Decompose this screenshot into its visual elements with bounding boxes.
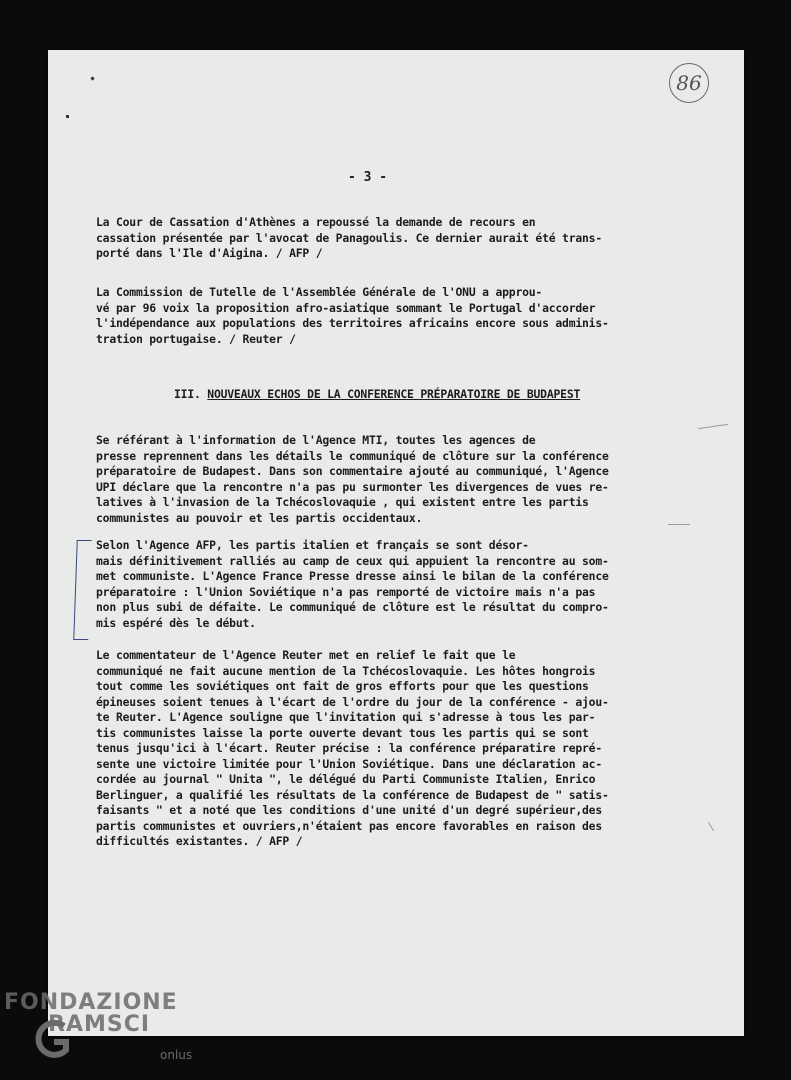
section-heading [174,387,580,401]
document-page [48,50,744,1036]
folio-number: 86 [669,63,709,103]
archive-watermark [4,992,178,1036]
margin-mark [708,822,714,831]
page-number: - 3 - [348,170,388,185]
typewriter-mark [90,76,94,80]
section-number: III. [174,387,208,401]
watermark-line2: RAMSCI [48,1012,151,1037]
watermark-line1: FONDAZIONE [4,990,178,1015]
paragraph-agence-mti: Se référant à l'information de l'Agence MTI, toutes les agences de presse reprennent dans les détails le communiqué de clôture sur la conférence préparatoire de Budapest. Dans son commentaire ajouté au communiqué, l'Agence UPI déclare que la rencontre n'a pas pu surmonter les divergences de vues re- latives à l'invasion de la Tchécoslovaquie , qui existent entre les partis communistes au pouvoir et les partis occidentaux. [96,433,609,525]
margin-mark [668,524,690,525]
margin-bracket-annotation [73,540,91,640]
watermark-g-logo-icon [34,1016,72,1068]
section-title: NOUVEAUX ECHOS DE LA CONFERENCE PRÉPARATOIRE DE BUDAPEST [207,387,581,401]
watermark-suffix: onlus [160,1048,193,1062]
paragraph-agence-reuter: Le commentateur de l'Agence Reuter met en relief le fait que le communiqué ne fait aucune mention de la Tchécoslovaquie. Les hôtes hongrois tout comme les soviétiques ont fait de gros efforts pour que les questions épineuses soient tenues à l'écart de l'ordre du jour de la conférence - ajou- te Reuter. L'Agence souligne que l'invitation qui s'adresse à tous les par- tis communistes laisse la porte ouverte devant tous les partis qui se sont tenus jusqu'ici à l'écart. Reuter précise : la conférence préparatire repré- sente une victoire limitée pour l'Union Soviétique. Dans une déclaration ac- cordée au journal " Unita ", le délégué du Parti Communiste Italien, Enrico Berlinguer, a qualifié les résultats de la conférence de Budapest de " satis- faisants " et a noté que les conditions d'une unité d'un degré supérieur,des partis communistes et ouvriers,n'étaient pas encore favorables en raison des difficultés existantes. / AFP / [96,648,609,848]
paragraph-agence-afp: Selon l'Agence AFP, les partis italien et français se sont désor- mais définitivement ralliés au camp de ceux qui appuient la rencontre au som- met communiste. L'Agence France Presse dresse ainsi le bilan de la conférence préparatoire : l'Union Soviétique n'a pas remporté de victoire mais n'a pas non plus subi de défaite. Le communiqué de clôture est le résultat du compro- mis espéré dès le début. [96,538,609,630]
paragraph-athens-cassation: La Cour de Cassation d'Athènes a repoussé la demande de recours en cassation présentée par l'avocat de Panagoulis. Ce dernier aurait été trans- porté dans l'Ile d'Aigina. / AFP / [96,215,602,260]
typewriter-mark [66,115,69,118]
margin-mark [698,424,728,429]
paragraph-onu-tutelle: La Commission de Tutelle de l'Assemblée Générale de l'ONU a approu- vé par 96 voix la proposition afro-asiatique sommant le Portugal d'accorder l'indépendance aux populations des territoires africains encore sous adminis- tration portugaise. / Reuter / [96,285,609,346]
